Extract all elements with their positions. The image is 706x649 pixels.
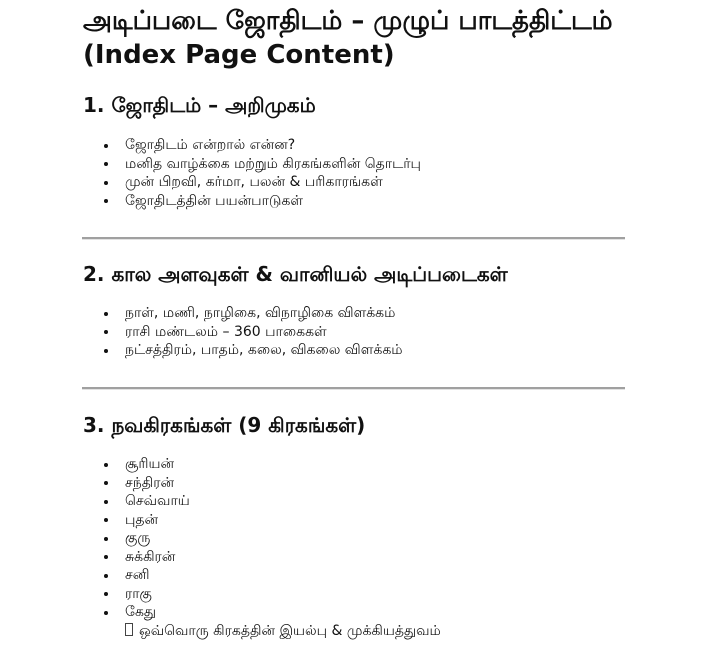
list-item-text: ராசி மண்டலம் – 360 பாகைகள் bbox=[125, 323, 327, 340]
list-item bbox=[0, 492, 190, 511]
section-heading-introduction: 1. ஜோதிடம் – அறிமுகம் bbox=[83, 93, 316, 117]
bullet-icon bbox=[104, 162, 108, 166]
list-item bbox=[0, 455, 190, 474]
list-item bbox=[0, 341, 403, 360]
bullet-icon bbox=[104, 312, 108, 316]
introduction-list bbox=[0, 136, 421, 210]
list-item bbox=[0, 511, 190, 530]
bullet-icon bbox=[104, 463, 108, 467]
list-item-text: மனித வாழ்க்கை மற்றும் கிரகங்களின் தொடர்பு bbox=[125, 155, 421, 172]
list-item-text: நட்சத்திரம், பாதம், கலை, விகலை விளக்கம் bbox=[125, 342, 403, 358]
section-heading-time-astronomy: 2. கால அளவுகள் & வானியல் அடிப்படைகள் bbox=[83, 262, 508, 286]
list-item bbox=[0, 192, 421, 211]
list-item bbox=[0, 548, 190, 567]
list-item bbox=[0, 603, 190, 622]
list-item-text: சனி bbox=[125, 567, 150, 583]
sub-list-item bbox=[125, 622, 441, 640]
section-divider bbox=[82, 237, 625, 240]
list-item-text: சுக்கிரன் bbox=[125, 548, 176, 565]
list-item-text: நாள், மணி, நாழிகை, விநாழிகை விளக்கம் bbox=[125, 305, 396, 321]
list-item-text: சூரியன் bbox=[125, 456, 175, 472]
list-item-text: சந்திரன் bbox=[125, 474, 175, 491]
list-item bbox=[0, 529, 190, 548]
sub-list-item-text: ஒவ்வொரு கிரகத்தின் இயல்பு & முக்கியத்துவம் bbox=[139, 623, 441, 639]
list-item-text: ஜோதிடம் என்றால் என்ன? bbox=[125, 137, 296, 153]
list-item-text: ராகு bbox=[125, 585, 152, 602]
document-title: அடிப்படை ஜோதிடம் – முழுப் பாடத்திட்டம் (Index Page Content) bbox=[83, 6, 613, 70]
time-astronomy-list bbox=[0, 304, 403, 360]
missing-glyph-box-icon bbox=[125, 623, 133, 636]
list-item-text: கேது bbox=[125, 604, 157, 620]
list-item bbox=[0, 474, 190, 493]
section-divider bbox=[82, 387, 625, 390]
bullet-icon bbox=[104, 555, 108, 559]
bullet-icon bbox=[104, 199, 108, 203]
list-item-text: புதன் bbox=[125, 511, 159, 528]
list-item-text: முன் பிறவி, கர்மா, பலன் & பரிகாரங்கள் bbox=[125, 174, 383, 190]
list-item bbox=[0, 173, 421, 192]
list-item-text: ஜோதிடத்தின் பயன்பாடுகள் bbox=[125, 192, 303, 209]
bullet-icon bbox=[104, 181, 108, 185]
list-item bbox=[0, 304, 403, 323]
bullet-icon bbox=[104, 574, 108, 578]
list-item-text: குரு bbox=[125, 530, 151, 546]
list-item bbox=[0, 585, 190, 604]
list-item-text: செவ்வாய் bbox=[125, 493, 190, 509]
bullet-icon bbox=[104, 481, 108, 485]
bullet-icon bbox=[104, 144, 108, 148]
list-item bbox=[0, 155, 421, 174]
bullet-icon bbox=[104, 518, 108, 522]
section-heading-navagraha: 3. நவகிரகங்கள் (9 கிரகங்கள்) bbox=[83, 413, 366, 437]
bullet-icon bbox=[104, 500, 108, 504]
bullet-icon bbox=[104, 537, 108, 541]
navagraha-list bbox=[0, 455, 190, 622]
list-item bbox=[0, 566, 190, 585]
bullet-icon bbox=[104, 611, 108, 615]
list-item bbox=[0, 323, 403, 342]
bullet-icon bbox=[104, 330, 108, 334]
list-item bbox=[0, 136, 421, 155]
bullet-icon bbox=[104, 349, 108, 353]
bullet-icon bbox=[104, 592, 108, 596]
